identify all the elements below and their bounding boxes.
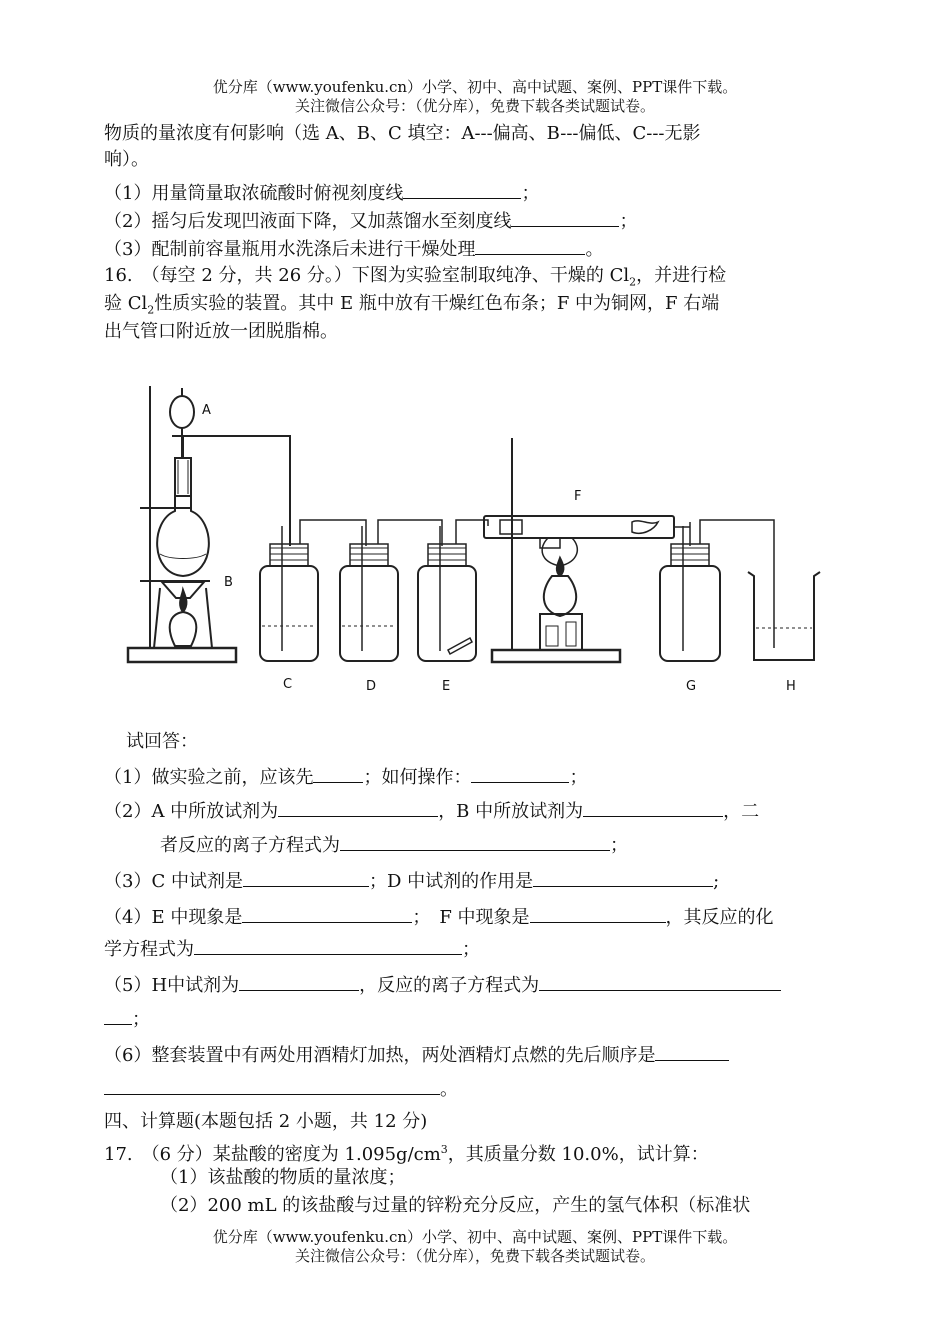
q15-item-2-text: （2）摇匀后发现凹液面下降，又加蒸馏水至刻度线 [104, 211, 512, 232]
answer-text: ； [132, 1009, 150, 1030]
answer-4-cont [104, 936, 480, 962]
bottle-c [260, 526, 318, 661]
answer-blank[interactable] [104, 1076, 440, 1095]
answer-6 [104, 1042, 729, 1068]
answer-text: ； [569, 767, 588, 788]
beaker-h [748, 572, 820, 660]
header-line-2: 关注微信公众号：（优分库），免费下载各类试题试卷。 [294, 97, 655, 115]
answer-text: （4）E 中现象是 [104, 907, 243, 928]
q15-intro-1: 物质的量浓度有何影响（选 A、B、C 填空：A---偏高、B---偏低、C---无影 [104, 123, 701, 144]
q16-line-2 [104, 292, 719, 323]
q16-line-1 [104, 264, 726, 295]
q15-item-3: （3）配制前容量瓶用水洗涤后未进行干燥处理 。 [104, 236, 603, 262]
answer-blank[interactable] [583, 798, 723, 817]
subscript: 2 [147, 303, 155, 317]
answer-blank[interactable] [239, 972, 359, 991]
q16-line-3: 出气管口附近放一团脱脂棉。 [104, 321, 338, 342]
answer-text: （5）H中试剂为 [104, 975, 240, 996]
answer-blank[interactable] [194, 936, 462, 955]
answer-blank[interactable] [530, 904, 666, 923]
bottle-e [418, 526, 476, 661]
answer-text: （6）整套装置中有两处用酒精灯加热，两处酒精灯点燃的先后顺序是 [104, 1045, 656, 1066]
answer-text: ，反应的离子方程式为 [359, 975, 540, 996]
footer-line-1: 优分库（www.youfenku.cn）小学、初中、高中试题、案例、PPT课件下载。 [212, 1228, 738, 1246]
answer-text: ；如何操作： [363, 767, 472, 788]
label-h: H [786, 679, 796, 694]
answer-blank[interactable] [403, 180, 521, 199]
answer-text: ，其反应的化 [665, 907, 774, 928]
answer-text: 者反应的离子方程式为 [160, 835, 340, 856]
answer-blank[interactable] [340, 832, 610, 851]
q16-text: 16. （每空 2 分，共 26 分。）下图为实验室制取纯净、干燥的 Cl [104, 265, 630, 286]
q17-text: 17. （6 分）某盐酸的密度为 1.095g/cm [104, 1144, 441, 1165]
answer-6-cont [104, 1076, 458, 1102]
label-c: C [283, 677, 293, 692]
subscript: 2 [629, 275, 637, 289]
answer-text: ; [713, 871, 720, 892]
answer-5-cont [104, 1006, 150, 1032]
answer-text: （1）做实验之前，应该先 [104, 767, 314, 788]
q15-item-2: （2）摇匀后发现凹液面下降，又加蒸馏水至刻度线 ； [104, 208, 637, 234]
label-e: E [442, 679, 451, 694]
answer-5 [104, 972, 781, 998]
answer-blank[interactable] [242, 904, 412, 923]
answer-text: ； F 中现象是 [412, 907, 530, 928]
answer-blank[interactable] [511, 208, 619, 227]
apparatus-figure [120, 376, 840, 701]
answer-text: ； [610, 835, 628, 856]
q15-intro-2: 响）。 [104, 149, 149, 170]
answer-text: 学方程式为 [104, 939, 194, 960]
answer-text: ； [462, 939, 480, 960]
answer-4 [104, 904, 774, 930]
q17-sub-2: （2）200 mL 的该盐酸与过量的锌粉充分反应，产生的氢气体积（标准状 [160, 1195, 751, 1216]
answer-text: ，二 [723, 801, 760, 822]
answer-prompt: 试回答： [126, 731, 198, 752]
label-d: D [366, 679, 377, 694]
label-b: B [224, 575, 233, 590]
answer-text: （2）A 中所放试剂为 [104, 801, 279, 822]
q15-item-1-text: （1）用量筒量取浓硫酸时俯视刻度线 [104, 183, 404, 204]
answer-blank[interactable] [539, 972, 781, 991]
label-a: A [202, 403, 211, 418]
answer-2 [104, 798, 759, 824]
label-f: F [574, 489, 582, 504]
q17-line [104, 1138, 709, 1167]
bottle-g [660, 526, 720, 661]
bottle-d [340, 526, 398, 661]
answer-blank[interactable] [475, 236, 585, 255]
answer-text: 。 [440, 1079, 458, 1100]
q17-text: ，其质量分数 10.0%，试计算： [447, 1144, 709, 1165]
q17-sub-1: （1）该盐酸的物质的量浓度； [160, 1167, 406, 1188]
superscript: 3 [440, 1143, 448, 1156]
q16-text: ，并进行检 [636, 265, 727, 286]
q15-item-1: （1）用量筒量取浓硫酸时俯视刻度线 ； [104, 180, 539, 206]
header-line-1: 优分库（www.youfenku.cn）小学、初中、高中试题、案例、PPT课件下载。 [212, 78, 738, 96]
answer-blank[interactable] [533, 868, 713, 887]
answer-blank[interactable] [278, 798, 438, 817]
answer-blank[interactable] [313, 764, 363, 783]
answer-text: ，B 中所放试剂为 [438, 801, 584, 822]
answer-1 [104, 764, 587, 790]
generator-apparatus [128, 386, 290, 662]
answer-blank[interactable] [655, 1042, 729, 1061]
answer-2-cont [160, 832, 628, 858]
label-g: G [686, 679, 697, 694]
answer-text: （3）C 中试剂是 [104, 871, 243, 892]
answer-blank[interactable] [104, 1006, 132, 1025]
q16-text: 验 Cl [104, 293, 148, 314]
q16-text: 性质实验的装置。其中 E 瓶中放有干燥红色布条；F 中为铜网，F 右端 [154, 293, 720, 314]
answer-text: ；D 中试剂的作用是 [368, 871, 534, 892]
answer-blank[interactable] [243, 868, 369, 887]
answer-3 [104, 868, 719, 894]
section-4-title: 四、计算题(本题包括 2 小题，共 12 分) [104, 1111, 428, 1132]
footer-line-2: 关注微信公众号：（优分库），免费下载各类试题试卷。 [294, 1247, 655, 1265]
q15-item-3-text: （3）配制前容量瓶用水洗涤后未进行干燥处理 [104, 239, 476, 260]
answer-blank[interactable] [471, 764, 569, 783]
